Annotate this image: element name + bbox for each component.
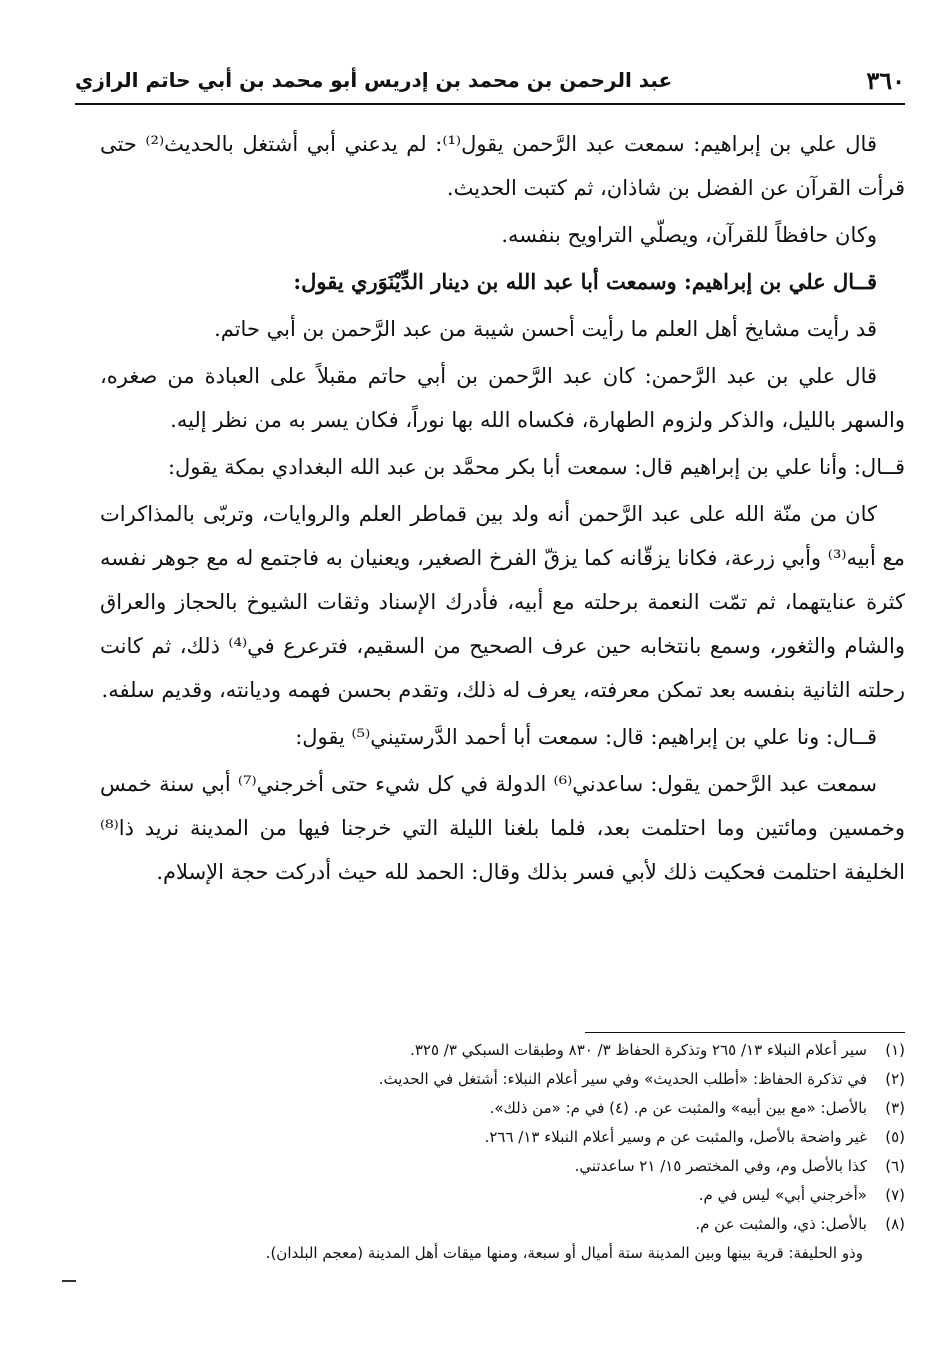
- page-edge-mark: [62, 1280, 76, 1282]
- paragraph-1: قال علي بن إبراهيم: سمعت عبد الرَّحمن يقول⁽¹⁾: لم يدعني أبي أشتغل بالحديث⁽²⁾ حتى قرأت القرآن عن الفضل بن شاذان، ثم كتبت الحديث.: [100, 132, 905, 200]
- paragraph-5: قال علي بن عبد الرَّحمن: كان عبد الرَّحمن بن أبي حاتم مقبلاً على العبادة من صغره، والسهر بالليل، والذكر ولزوم الطهارة، فكساه الله بها نوراً، فكان يسر به من نظر إليه.: [100, 364, 905, 432]
- footnote-text: غير واضحة بالأصل، والمثبت عن م وسير أعلام النبلاء ١٣/ ٢٦٦.: [484, 1128, 867, 1146]
- footnotes: [120, 1036, 905, 1268]
- footnote-text: في تذكرة الحفاظ: «أطلب الحديث» وفي سير أعلام النبلاء: أشتغل في الحديث.: [378, 1070, 867, 1088]
- paragraph-8: قــال: ونا علي بن إبراهيم: قال: سمعت أبا أحمد الدَّرستيني⁽⁵⁾ يقول:: [295, 725, 877, 749]
- footnote-text: كذا بالأصل وم، وفي المختصر ١٥/ ٢١ ساعدتني.: [574, 1157, 867, 1175]
- footnote-number: (٧): [885, 1186, 905, 1204]
- footnote: [120, 1036, 905, 1065]
- footnote-text: بالأصل: «مع بين أبيه» والمثبت عن م. (٤) في م: «من ذلك».: [489, 1099, 867, 1117]
- footnote: [120, 1152, 905, 1181]
- page-number: ٣٦٠: [866, 66, 905, 95]
- footnote: [120, 1181, 905, 1210]
- paragraph-6: قــال: وأنا علي بن إبراهيم قال: سمعت أبا بكر محمَّد بن عبد الله البغدادي بمكة يقول:: [167, 455, 905, 479]
- footnote-text: «أخرجني أبي» ليس في م.: [698, 1186, 867, 1204]
- main-text: [100, 122, 905, 897]
- footnote-number: (٨): [885, 1215, 905, 1233]
- paragraph-2: وكان حافظاً للقرآن، ويصلّي التراويح بنفسه.: [501, 223, 877, 247]
- footnote: [120, 1094, 905, 1123]
- paragraph-3: قــال علي بن إبراهيم: وسمعت أبا عبد الله بن دينار الدِّيْنَوَري يقول:: [293, 269, 877, 294]
- footnote-text: بالأصل: ذي، والمثبت عن م.: [695, 1215, 867, 1233]
- footnote: [120, 1123, 905, 1152]
- page-header: [75, 60, 905, 100]
- footnote: [120, 1065, 905, 1094]
- footnote-text: سير أعلام النبلاء ١٣/ ٢٦٥ وتذكرة الحفاظ ٣/ ٨٣٠ وطبقات السبكي ٣/ ٣٢٥.: [410, 1041, 867, 1059]
- footnote-number: (٥): [885, 1128, 905, 1146]
- footnote-number: (٣): [885, 1099, 905, 1117]
- footnote-number: (١): [885, 1041, 905, 1059]
- footnote-rule: [585, 1032, 905, 1033]
- paragraph-9: سمعت عبد الرَّحمن يقول: ساعدني⁽⁶⁾ الدولة في كل شيء حتى أخرجني⁽⁷⁾ أبي سنة خمس وخمسين ومائتين وما احتلمت بعد، فلما بلغنا الليلة التي خرجنا فيها من المدينة نريد ذا⁽⁸⁾ الخليفة احتلمت فحكيت ذلك لأبي فسر بذلك وقال: الحمد لله حيث أدركت حجة الإسلام.: [100, 772, 905, 884]
- paragraph-4: قد رأيت مشايخ أهل العلم ما رأيت أحسن شيبة من عبد الرَّحمن بن أبي حاتم.: [214, 317, 877, 341]
- footnote: [120, 1210, 905, 1239]
- paragraph-7: كان من منّة الله على عبد الرَّحمن أنه ولد بين قماطر العلم والروايات، وتربّى بالمذاكرات مع أبيه⁽³⁾ وأبي زرعة، فكانا يزقّانه كما يزقّ الفرخ الصغير، ويعنيان به فاجتمع له مع جوهر نفسه كثرة عنايتهما، ثم تمّت النعمة برحلته مع أبيه، فأدرك الإسناد وثقات الشيوخ بالحجاز والعراق والشام والثغور، وسمع بانتخابه حين عرف الصحيح من السقيم، فترعرع في⁽⁴⁾ ذلك، ثم كانت رحلته الثانية بنفسه بعد تمكن معرفته، يعرف له ذلك، وتقدم بحسن فهمه وديانته، وقديم سلفه.: [100, 502, 905, 702]
- footnote-number: (٦): [885, 1157, 905, 1175]
- running-title: عبد الرحمن بن محمد بن إدريس أبو محمد بن أبي حاتم الرازي: [75, 68, 673, 92]
- footnote-continuation: وذو الحليفة: قرية بينها وبين المدينة ستة أميال أو سبعة، ومنها ميقات أهل المدينة (معجم البلدان).: [265, 1244, 863, 1262]
- header-rule: [75, 103, 905, 105]
- footnote-number: (٢): [885, 1070, 905, 1088]
